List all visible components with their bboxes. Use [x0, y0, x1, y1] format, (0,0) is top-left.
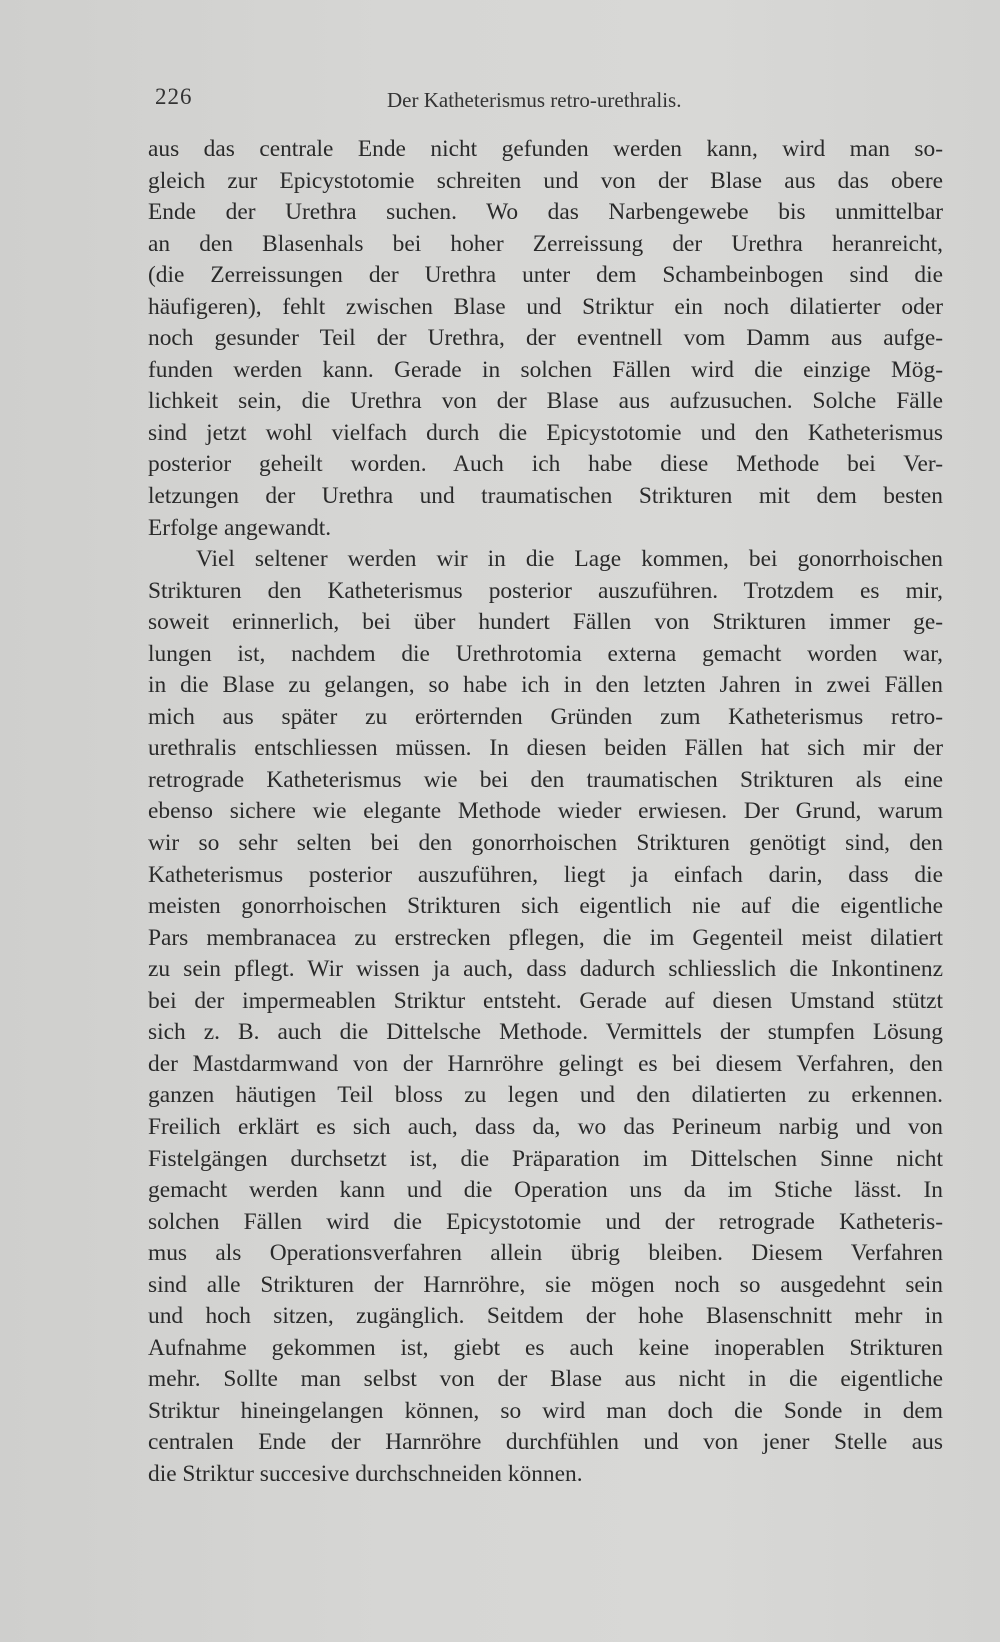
- text-line: häufigeren), fehlt zwischen Blase und Striktur ein noch dilatierter oder: [148, 293, 943, 320]
- text-line: urethralis entschliessen müssen. In diesen beiden Fällen hat sich mir der: [148, 735, 943, 762]
- text-line: meisten gonorrhoischen Strikturen sich eigentlich nie auf die eigentliche: [148, 893, 943, 920]
- text-line: Aufnahme gekommen ist, giebt es auch keine inoperablen Strikturen: [148, 1334, 943, 1361]
- text-line: noch gesunder Teil der Urethra, der eventnell vom Damm aus aufge-: [148, 325, 943, 352]
- text-line: ganzen häutigen Teil bloss zu legen und den dilatierten zu erkennen.: [148, 1082, 943, 1109]
- text-line: lichkeit sein, die Urethra von der Blase aus aufzusuchen. Solche Fälle: [148, 388, 943, 415]
- text-line: Pars membranacea zu erstrecken pflegen, die im Gegenteil meist dilatiert: [148, 924, 943, 951]
- text-line: die Striktur succesive durchschneiden können.: [148, 1460, 583, 1487]
- text-line: an den Blasenhals bei hoher Zerreissung der Urethra heranreicht,: [148, 230, 943, 257]
- running-head: Der Katheterismus retro-urethralis.: [387, 88, 682, 112]
- text-line: gemacht werden kann und die Operation uns da im Stiche lässt. In: [148, 1177, 943, 1204]
- text-line: Katheterismus posterior auszuführen, liegt ja einfach darin, dass die: [148, 861, 943, 888]
- text-line: wir so sehr selten bei den gonorrhoischen Strikturen genötigt sind, den: [148, 830, 943, 857]
- text-line: Fistelgängen durchsetzt ist, die Präparation im Dittelschen Sinne nicht: [148, 1145, 943, 1172]
- text-line: Striktur hineingelangen können, so wird man doch die Sonde in dem: [148, 1397, 943, 1424]
- text-line: ebenso sichere wie elegante Methode wieder erwiesen. Der Grund, warum: [148, 798, 943, 825]
- text-line: centralen Ende der Harnröhre durchfühlen und von jener Stelle aus: [148, 1429, 943, 1456]
- paragraph-2: [148, 544, 943, 1490]
- text-line: Viel seltener werden wir in die Lage kommen, bei gonorrhoischen: [196, 546, 943, 573]
- text-line: posterior geheilt worden. Auch ich habe diese Methode bei Ver-: [148, 451, 943, 478]
- text-line: letzungen der Urethra und traumatischen Strikturen mit dem besten: [148, 483, 943, 510]
- text-line: zu sein pflegt. Wir wissen ja auch, dass dadurch schliesslich die Inkontinenz: [148, 956, 943, 983]
- text-line: funden werden kann. Gerade in solchen Fällen wird die einzige Mög-: [148, 356, 943, 383]
- text-line: soweit erinnerlich, bei über hundert Fällen von Strikturen immer ge-: [148, 609, 943, 636]
- page-number: 226: [155, 84, 193, 109]
- text-line: in die Blase zu gelangen, so habe ich in den letzten Jahren in zwei Fällen: [148, 672, 943, 699]
- text-line: sich z. B. auch die Dittelsche Methode. Vermittels der stumpfen Lösung: [148, 1019, 943, 1046]
- paragraph-1: [148, 134, 943, 544]
- text-line: lungen ist, nachdem die Urethrotomia externa gemacht worden war,: [148, 640, 943, 667]
- text-line: (die Zerreissungen der Urethra unter dem Schambeinbogen sind die: [148, 262, 943, 289]
- page-header: [155, 84, 955, 124]
- text-line: der Mastdarmwand von der Harnröhre gelingt es bei diesem Verfahren, den: [148, 1050, 943, 1077]
- text-line: aus das centrale Ende nicht gefunden werden kann, wird man so-: [148, 136, 943, 162]
- text-line: mich aus später zu erörternden Gründen zum Katheterismus retro-: [148, 703, 943, 730]
- text-line: und hoch sitzen, zugänglich. Seitdem der hohe Blasenschnitt mehr in: [148, 1303, 943, 1330]
- text-line: sind alle Strikturen der Harnröhre, sie mögen noch so ausgedehnt sein: [148, 1271, 943, 1298]
- text-line: mehr. Sollte man selbst von der Blase aus nicht in die eigentliche: [148, 1366, 943, 1393]
- text-line: bei der impermeablen Striktur entsteht. Gerade auf diesen Umstand stützt: [148, 987, 943, 1014]
- text-line: sind jetzt wohl vielfach durch die Epicystotomie und den Katheterismus: [148, 419, 943, 446]
- text-line: retrograde Katheterismus wie bei den traumatischen Strikturen als eine: [148, 766, 943, 793]
- text-line: Strikturen den Katheterismus posterior auszuführen. Trotzdem es mir,: [148, 577, 943, 604]
- text-line: solchen Fällen wird die Epicystotomie und der retrograde Katheteris-: [148, 1208, 943, 1235]
- body-text: [148, 134, 943, 1491]
- text-line: Erfolge angewandt.: [148, 514, 332, 541]
- text-line: Ende der Urethra suchen. Wo das Narbengewebe bis unmittelbar: [148, 199, 943, 226]
- text-line: Freilich erklärt es sich auch, dass da, wo das Perineum narbig und von: [148, 1113, 943, 1140]
- text-line: gleich zur Epicystotomie schreiten und von der Blase aus das obere: [148, 167, 943, 194]
- text-line: mus als Operationsverfahren allein übrig bleiben. Diesem Verfahren: [148, 1240, 943, 1267]
